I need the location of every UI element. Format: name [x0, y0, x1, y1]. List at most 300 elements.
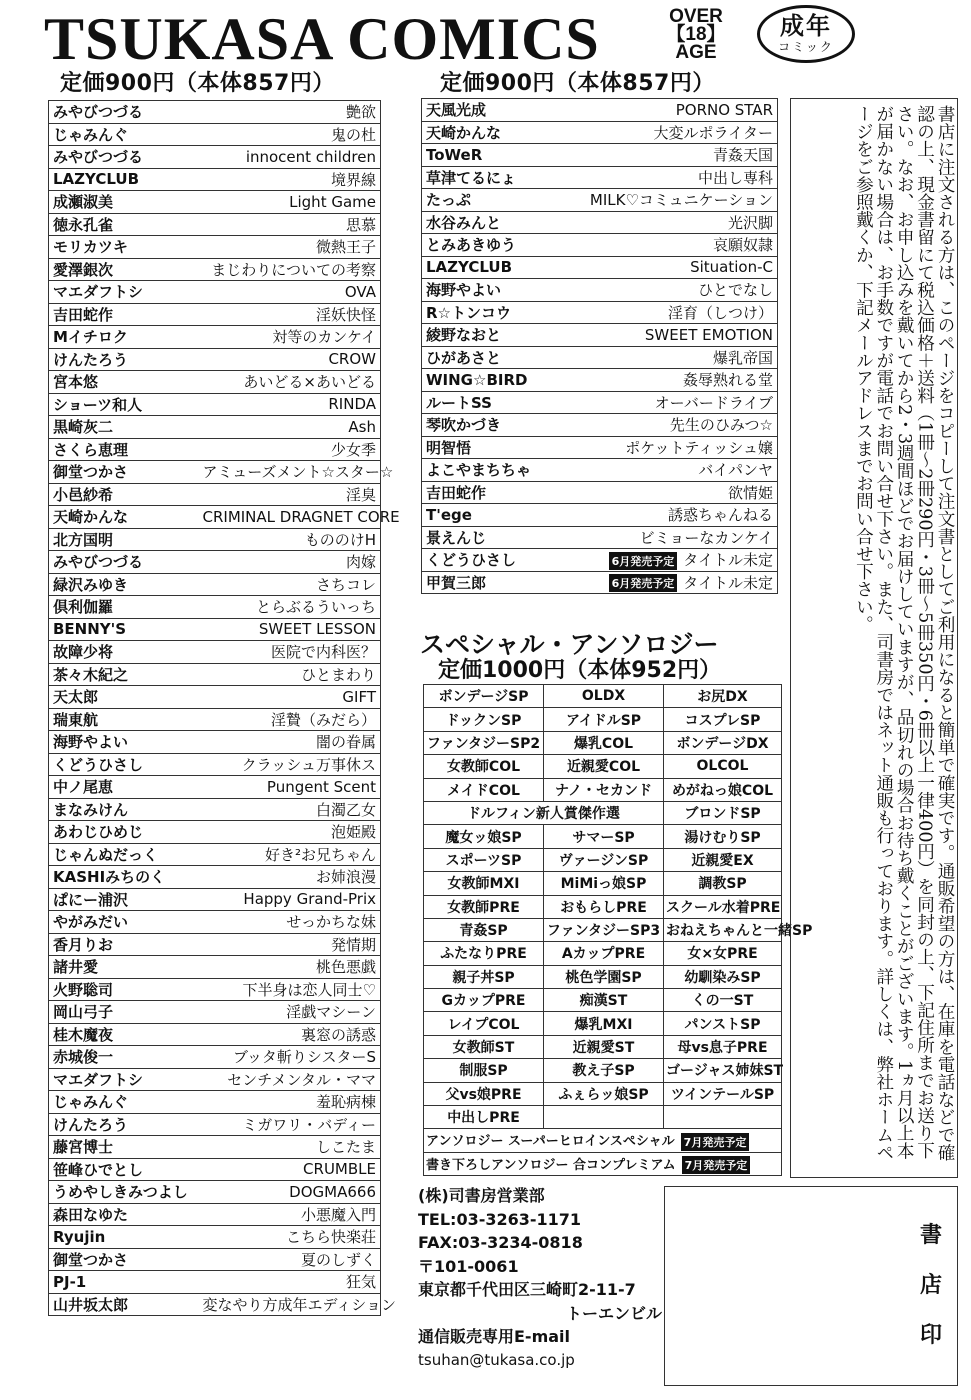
anthology-cell: ボンデージSP: [424, 685, 544, 708]
table-row: [49, 708, 381, 731]
table-row: [49, 686, 381, 709]
table-row: [49, 821, 381, 844]
title-text: 中出し専科: [697, 168, 773, 187]
release-badge: 7月発売予定: [681, 1133, 750, 1151]
author-cell: 北方国明: [49, 528, 199, 551]
title-cell: とらぶるういっち: [199, 596, 381, 619]
brand-title: TSUKASA COMICS: [44, 6, 600, 72]
title-text: バイパンヤ: [698, 461, 773, 480]
seinen-label: 成年: [780, 12, 832, 40]
table-row: [49, 1248, 381, 1271]
title-cell: さちコレ: [199, 573, 381, 596]
anthology-cell: ドックンSP: [424, 708, 544, 731]
title-cell: 思慕: [199, 213, 381, 236]
over18-line-2: 【18】: [666, 24, 726, 45]
author-cell: LAZYCLUB: [49, 168, 199, 191]
anthology-cell: レイプCOL: [424, 1012, 544, 1035]
anthology-cell: めがねっ娘COL: [664, 778, 782, 801]
table-row: [422, 481, 778, 504]
author-cell: とみあきゆう: [422, 234, 550, 257]
table-row: [424, 942, 782, 965]
author-cell: よこやまちちゃ: [422, 459, 550, 482]
author-cell: ショーツ和人: [49, 393, 199, 416]
title-cell: せっかちな妹: [199, 911, 381, 934]
table-row: [49, 416, 381, 439]
table-row: [49, 798, 381, 821]
table-row: [424, 1152, 782, 1175]
author-cell: 吉田蛇作: [49, 303, 199, 326]
title-cell: 下半身は恋人同士♡: [199, 978, 381, 1001]
title-cell: しこたま: [199, 1136, 381, 1159]
table-row: [424, 1012, 782, 1035]
anthology-cell: ヴァージンSP: [544, 848, 664, 871]
author-cell: うめやしきみつよし: [49, 1181, 199, 1204]
anthology-cell: アイドルSP: [544, 708, 664, 731]
author-cell: やがみだい: [49, 911, 199, 934]
author-cell: けんたろう: [49, 1113, 199, 1136]
anthology-cell: ファンタジーSP2: [424, 731, 544, 754]
table-row: [49, 776, 381, 799]
title-cell: センチメンタル・ママ: [199, 1068, 381, 1091]
anthology-cell: 親子丼SP: [424, 965, 544, 988]
author-cell: 桂木魔夜: [49, 1023, 199, 1046]
author-cell: ToWeR: [422, 144, 550, 167]
title-cell: RINDA: [199, 393, 381, 416]
table-row: [422, 391, 778, 414]
author-cell: 山井坂太郎: [49, 1293, 199, 1316]
title-cell: 裏窓の誘惑: [199, 1023, 381, 1046]
table-row: [49, 191, 381, 214]
table-row: [49, 596, 381, 619]
author-cell: ひがあさと: [422, 346, 550, 369]
title-text: ビミョーなカンケイ: [639, 528, 773, 547]
company-mail-label: 通信販売専用E-mail: [418, 1327, 571, 1346]
table-row: [49, 483, 381, 506]
author-cell: マエダフトシ: [49, 281, 199, 304]
anthology-cell: OLCOL: [664, 755, 782, 778]
author-cell: じゃんぬだっく: [49, 843, 199, 866]
title-cell: 淫戯マシーン: [199, 1001, 381, 1024]
table-row: [49, 1226, 381, 1249]
title-cell: [550, 346, 778, 369]
author-cell: 琴吹かづき: [422, 414, 550, 437]
author-cell: くどうひさし: [49, 753, 199, 776]
table-row: [49, 1271, 381, 1294]
anthology-cell: ふたなりPRE: [424, 942, 544, 965]
title-cell: お姉浪漫: [199, 866, 381, 889]
table-row: [49, 146, 381, 169]
upcoming-anthology-cell: [424, 1129, 782, 1152]
table-row: [49, 236, 381, 259]
author-cell: モリカツキ: [49, 236, 199, 259]
author-cell: 草津てるにょ: [422, 166, 550, 189]
table-row: [49, 371, 381, 394]
anthology-cell: 女教師PRE: [424, 895, 544, 918]
table-row: [422, 166, 778, 189]
title-cell: 変なやり方成年エディション: [199, 1293, 381, 1316]
author-cell: 小邑紗希: [49, 483, 199, 506]
adult-comic-seal: [757, 5, 855, 63]
table-row: [49, 1046, 381, 1069]
anthology-cell: 湯けむりSP: [664, 825, 782, 848]
author-cell: ルートSS: [422, 391, 550, 414]
table-row: [424, 918, 782, 941]
title-cell: 微熱王子: [199, 236, 381, 259]
title-cell: 闇の眷属: [199, 731, 381, 754]
title-cell: [550, 459, 778, 482]
anthology-cell: サマーSP: [544, 825, 664, 848]
title-cell: ミガワリ・バディー: [199, 1113, 381, 1136]
table-row: [424, 801, 782, 824]
title-cell: ひとまわり: [199, 663, 381, 686]
author-cell: LAZYCLUB: [422, 256, 550, 279]
title-cell: [550, 256, 778, 279]
table-row: [424, 1106, 782, 1129]
title-cell: [550, 189, 778, 212]
author-cell: 成瀬淑美: [49, 191, 199, 214]
title-cell: OVA: [199, 281, 381, 304]
author-cell: 諸井愛: [49, 956, 199, 979]
author-cell: 故障少将: [49, 641, 199, 664]
title-cell: 白濁乙女: [199, 798, 381, 821]
table-row: [49, 866, 381, 889]
left-book-list: [48, 100, 400, 1316]
author-cell: KASHIみちのく: [49, 866, 199, 889]
table-row: [422, 189, 778, 212]
anthology-cell: パンストSP: [664, 1012, 782, 1035]
title-text: SWEET EMOTION: [644, 325, 773, 344]
author-cell: じゃみんぐ: [49, 1091, 199, 1114]
title-cell: 艶欲: [199, 101, 381, 124]
title-cell: Light Game: [199, 191, 381, 214]
anthology-cell: 痴漢ST: [544, 989, 664, 1012]
title-cell: [550, 234, 778, 257]
title-cell: [550, 414, 778, 437]
over18-label: [650, 8, 742, 70]
table-row: [422, 324, 778, 347]
table-row: [422, 121, 778, 144]
table-row: [424, 1059, 782, 1082]
title-cell: 羞恥病棟: [199, 1091, 381, 1114]
title-cell: CROW: [199, 348, 381, 371]
table-row: [49, 461, 381, 484]
author-cell: まなみけん: [49, 798, 199, 821]
table-row: [49, 1068, 381, 1091]
author-cell: 瑞東航: [49, 708, 199, 731]
anthology-cell: ブロンドSP: [664, 801, 782, 824]
title-cell: Pungent Scent: [199, 776, 381, 799]
title-text: 光沢脚: [727, 213, 773, 232]
title-text: PORNO STAR: [675, 100, 773, 119]
author-cell: 愛澤銀次: [49, 258, 199, 281]
company-zip: 〒101-0061: [418, 1256, 519, 1276]
title-cell: [550, 481, 778, 504]
author-cell: 黒崎灰二: [49, 416, 199, 439]
anthology-cell: お尻DX: [664, 685, 782, 708]
table-row: [424, 778, 782, 801]
anthology-cell: くの一ST: [664, 989, 782, 1012]
anthology-cell: 爆乳COL: [544, 731, 664, 754]
table-row: [422, 301, 778, 324]
release-badge: 6月発売予定: [609, 552, 678, 570]
author-cell: 明智悟: [422, 436, 550, 459]
special-price: 定価1000円（本体952円）: [438, 658, 722, 683]
table-row: [424, 708, 782, 731]
table-row: [49, 1203, 381, 1226]
table-row: [49, 956, 381, 979]
anthology-cell: GカップPRE: [424, 989, 544, 1012]
title-cell: GIFT: [199, 686, 381, 709]
over18-line-1: OVER: [669, 6, 723, 27]
author-cell: けんたろう: [49, 348, 199, 371]
title-cell: アミューズメント☆スター☆: [199, 461, 381, 484]
author-cell: Mイチロク: [49, 326, 199, 349]
table-row: [49, 303, 381, 326]
table-row: [424, 895, 782, 918]
table-row: [49, 1113, 381, 1136]
title-cell: 淫臭: [199, 483, 381, 506]
table-row: [424, 1035, 782, 1058]
company-tel: TEL:03-3263-1171: [418, 1209, 582, 1229]
table-row: [49, 506, 381, 529]
title-cell: 肉嫁: [199, 551, 381, 574]
title-cell: [550, 99, 778, 122]
table-row: [424, 685, 782, 708]
special-title: スペシャル・アンソロジー: [420, 630, 719, 659]
anthology-cell: おねえちゃんと一緒SP: [664, 918, 782, 941]
order-notice-text: 書店に注文される方は、このページをコピーして注文書としてご利用になると簡単で確実です。通販希望の方は、在庫を電話などで確認の上、現金書留にて税込価格＋送料（1冊～2冊290円・3冊～5冊350円・6冊以上一律400円）を同封の上、下記住所までお送り下さい。なお、お申し込みを戴いてから2・3週間ほどでお届けしていますが、品切れの場合お待ち戴くことがございます。1ヵ月以上本が届かない場合は、お手数ですが電話でお問い合せ下さい。また、司書房ではネット通販も行っております。詳しくは、弊社ホームページをご参照戴くか、下記メールアドレスまでお問い合せ下さい。: [853, 105, 955, 1161]
title-cell: [550, 324, 778, 347]
anthology-cell: [664, 1106, 782, 1129]
anthology-cell: ナノ・セカンド: [544, 778, 664, 801]
table-row: [424, 872, 782, 895]
author-cell: 中ノ尾恵: [49, 776, 199, 799]
table-row: [422, 346, 778, 369]
title-cell: 医院で内科医？: [199, 641, 381, 664]
table-row: [49, 978, 381, 1001]
author-cell: 御堂つかさ: [49, 1248, 199, 1271]
title-cell: CRIMINAL DRAGNET CORE: [199, 506, 381, 529]
anthology-cell: ドルフィン新人賞傑作選: [424, 801, 664, 824]
table-row: [49, 551, 381, 574]
table-row: [49, 123, 381, 146]
anthology-cell: メイドCOL: [424, 778, 544, 801]
table-row: [49, 573, 381, 596]
author-cell: みやびつづる: [49, 101, 199, 124]
table-row: [49, 1136, 381, 1159]
anthology-cell: 近親愛EX: [664, 848, 782, 871]
anthology-cell: AカップPRE: [544, 942, 664, 965]
table-row: [49, 326, 381, 349]
table-row: [49, 618, 381, 641]
title-text: Situation-C: [690, 258, 773, 277]
upcoming-title: アンソロジー スーパーヒロインスペシャル: [426, 1134, 675, 1150]
author-cell: 徳永孔雀: [49, 213, 199, 236]
company-building: トーエンビル: [565, 1303, 662, 1323]
table-row: [424, 989, 782, 1012]
author-cell: R☆トンコウ: [422, 301, 550, 324]
author-cell: みやびつづる: [49, 551, 199, 574]
anthology-cell: 桃色学園SP: [544, 965, 664, 988]
title-cell: [550, 369, 778, 392]
author-cell: 吉田蛇作: [422, 481, 550, 504]
table-row: [422, 234, 778, 257]
table-row: [49, 1158, 381, 1181]
table-row: [49, 101, 381, 124]
title-cell: こちら快楽荘: [199, 1226, 381, 1249]
price-left: 定価900円（本体857円）: [60, 71, 335, 96]
title-cell: [550, 211, 778, 234]
title-cell: あいどる×あいどる: [199, 371, 381, 394]
table-row: [49, 348, 381, 371]
title-text: 淫育（しつけ）: [667, 303, 773, 322]
table-row: [424, 825, 782, 848]
title-text: 青姦天国: [712, 146, 773, 165]
title-text: 哀願奴隷: [712, 236, 773, 255]
title-text: 姦辱熟れる堂: [682, 371, 773, 390]
title-cell: [550, 144, 778, 167]
order-notice-box: [790, 98, 958, 1178]
anthology-cell: 女×女PRE: [664, 942, 782, 965]
author-cell: 海野やよい: [49, 731, 199, 754]
author-cell: あわじひめじ: [49, 821, 199, 844]
anthology-cell: 幼馴染みSP: [664, 965, 782, 988]
author-cell: T'ege: [422, 504, 550, 527]
table-row: [422, 459, 778, 482]
title-cell: [550, 571, 778, 594]
author-cell: Ryujin: [49, 1226, 199, 1249]
author-cell: 茶々木紀之: [49, 663, 199, 686]
anthology-cell: ツインテールSP: [664, 1082, 782, 1105]
author-cell: じゃみんぐ: [49, 123, 199, 146]
anthology-cell: 父vs娘PRE: [424, 1082, 544, 1105]
upcoming-title: 書き下ろしアンソロジー 合コンプレミアム: [426, 1157, 676, 1173]
table-row: [424, 848, 782, 871]
company-info: [418, 1184, 668, 1372]
title-cell: [550, 301, 778, 324]
table-row: [422, 99, 778, 122]
author-cell: 笹峰ひでとし: [49, 1158, 199, 1181]
table-row: [49, 888, 381, 911]
title-cell: CRUMBLE: [199, 1158, 381, 1181]
title-cell: 淫妖快怪: [199, 303, 381, 326]
anthology-cell: 母vs息子PRE: [664, 1035, 782, 1058]
author-cell: 宮本悠: [49, 371, 199, 394]
author-cell: 天風光成: [422, 99, 550, 122]
author-cell: 天太郎: [49, 686, 199, 709]
title-text: 誘惑ちゃんねる: [667, 506, 773, 525]
author-cell: 天崎かんな: [49, 506, 199, 529]
table-row: [49, 281, 381, 304]
title-text: ひとでなし: [697, 281, 773, 300]
table-row: [49, 843, 381, 866]
anthology-cell: スクール水着PRE: [664, 895, 782, 918]
table-row: [49, 641, 381, 664]
table-row: [49, 258, 381, 281]
price-mid: 定価900円（本体857円）: [440, 71, 715, 96]
table-row: [49, 663, 381, 686]
table-row: [422, 144, 778, 167]
title-cell: 好き²お兄ちゃん: [199, 843, 381, 866]
table-row: [49, 731, 381, 754]
title-text: 爆乳帝国: [712, 348, 773, 367]
company-name: (株)司書房営業部: [418, 1186, 545, 1205]
table-row: [49, 933, 381, 956]
company-email: tsuhan@tukasa.co.jp: [418, 1350, 575, 1369]
release-badge: 6月発売予定: [609, 574, 678, 592]
anthology-cell: コスプレSP: [664, 708, 782, 731]
release-badge: 7月発売予定: [682, 1156, 751, 1174]
over18-line-3: AGE: [675, 42, 717, 63]
table-row: [422, 571, 778, 594]
table-row: [422, 526, 778, 549]
anthology-cell: 女教師MXI: [424, 872, 544, 895]
author-cell: みやびつづる: [49, 146, 199, 169]
bookstore-stamp-box: [664, 1186, 958, 1386]
author-cell: 岡山弓子: [49, 1001, 199, 1024]
title-cell: 少女季: [199, 438, 381, 461]
author-cell: WING☆BIRD: [422, 369, 550, 392]
author-cell: ぱにー浦沢: [49, 888, 199, 911]
anthology-cell: 魔女ッ娘SP: [424, 825, 544, 848]
upcoming-anthology-cell: [424, 1152, 782, 1175]
title-cell: 夏のしずく: [199, 1248, 381, 1271]
author-cell: 香月りお: [49, 933, 199, 956]
title-cell: ブッタ斬りシスターS: [199, 1046, 381, 1069]
author-cell: 景えんじ: [422, 526, 550, 549]
author-cell: 藤宮博士: [49, 1136, 199, 1159]
author-cell: 甲賀三郎: [422, 571, 550, 594]
table-row: [49, 911, 381, 934]
title-cell: 泡姫殿: [199, 821, 381, 844]
stamp-label: 書店印: [919, 1223, 942, 1348]
title-cell: SWEET LESSON: [199, 618, 381, 641]
anthology-cell: 中出しPRE: [424, 1106, 544, 1129]
table-row: [424, 1082, 782, 1105]
table-row: [424, 731, 782, 754]
author-cell: マエダフトシ: [49, 1068, 199, 1091]
table-row: [49, 393, 381, 416]
title-text: タイトル未定: [683, 551, 773, 570]
table-row: [49, 1091, 381, 1114]
anthology-cell: 女教師COL: [424, 755, 544, 778]
table-row: [49, 1001, 381, 1024]
title-text: 欲情姫: [727, 483, 773, 502]
anthology-cell: おもらしPRE: [544, 895, 664, 918]
table-row: [424, 755, 782, 778]
title-cell: innocent children: [199, 146, 381, 169]
table-row: [422, 369, 778, 392]
anthology-cell: 青姦SP: [424, 918, 544, 941]
author-cell: 森田なゆた: [49, 1203, 199, 1226]
anthology-cell: 近親愛ST: [544, 1035, 664, 1058]
anthology-cell: MiMiっ娘SP: [544, 872, 664, 895]
anthology-cell: ふぇらッ娘SP: [544, 1082, 664, 1105]
title-text: オーバードライブ: [654, 393, 773, 412]
table-row: [49, 438, 381, 461]
table-row: [422, 504, 778, 527]
title-cell: 桃色悪戯: [199, 956, 381, 979]
special-anthology-table: [423, 684, 813, 1176]
anthology-cell: 女教師ST: [424, 1035, 544, 1058]
author-cell: 天崎かんな: [422, 121, 550, 144]
title-cell: 淫贄（みだら）: [199, 708, 381, 731]
anthology-cell: [544, 1106, 664, 1129]
table-row: [49, 753, 381, 776]
title-cell: 境界線: [199, 168, 381, 191]
anthology-cell: スポーツSP: [424, 848, 544, 871]
title-cell: DOGMA666: [199, 1181, 381, 1204]
